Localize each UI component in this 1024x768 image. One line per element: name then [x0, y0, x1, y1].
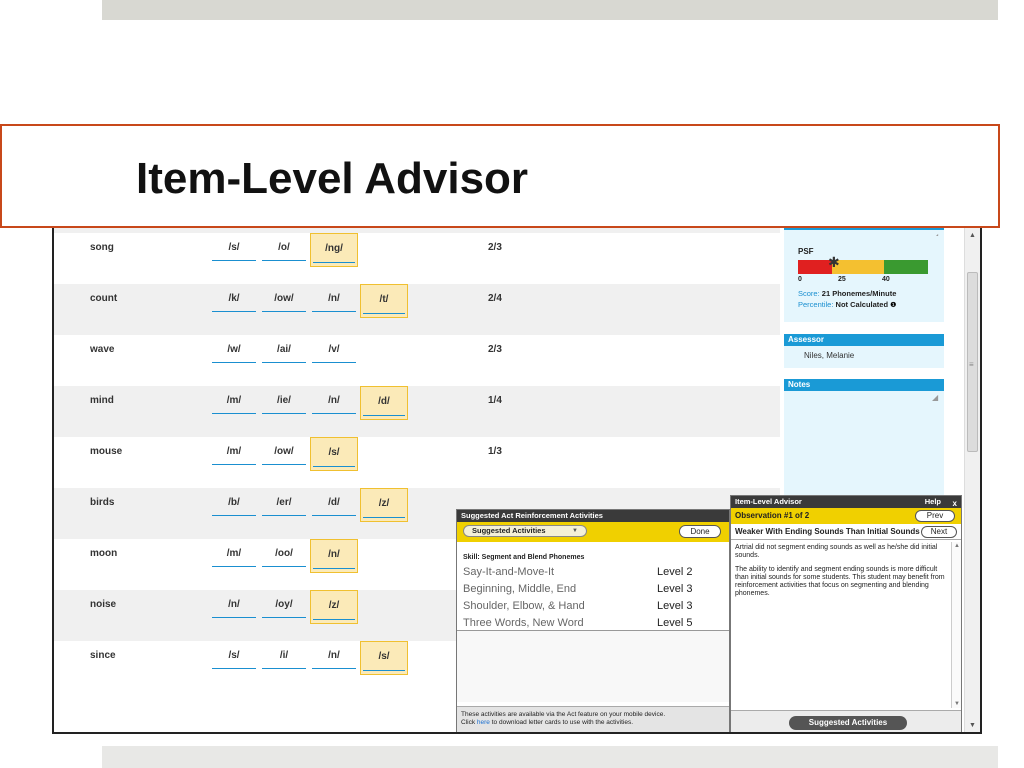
scroll-up-icon[interactable]: ▲	[969, 232, 976, 239]
observation-heading: Weaker With Ending Sounds Than Initial Sounds	[735, 527, 920, 536]
phoneme-cell[interactable]	[210, 641, 258, 675]
notes-header: Notes	[784, 379, 944, 391]
phoneme-label: /s/	[328, 447, 340, 458]
phoneme-cell[interactable]	[260, 590, 308, 624]
table-row[interactable]	[54, 233, 780, 284]
item-score: 2/3	[488, 344, 502, 355]
info-icon[interactable]: ❶	[890, 302, 897, 309]
close-icon[interactable]: x	[952, 499, 957, 508]
phoneme-cell-error[interactable]	[310, 437, 358, 471]
phoneme-label: /ai/	[277, 344, 291, 355]
phoneme-label: /ow/	[274, 446, 294, 457]
next-button[interactable]: Next	[921, 526, 957, 538]
phoneme-label: /n/	[328, 293, 340, 304]
score-line	[798, 289, 896, 298]
gauge-tick-0: 0	[798, 276, 802, 283]
percentile-label: Percentile:	[798, 300, 834, 309]
prev-button[interactable]: Prev	[915, 510, 955, 522]
top-band	[102, 0, 998, 20]
phoneme-cell-error[interactable]	[360, 641, 408, 675]
item-score: 1/4	[488, 395, 502, 406]
activity-link[interactable]: Say-It-and-Move-It	[463, 566, 555, 578]
grip-icon: ≡	[969, 360, 974, 369]
activity-level: Level 2	[657, 566, 693, 578]
benchmark-gauge	[798, 254, 928, 274]
help-link[interactable]: Help	[924, 497, 941, 506]
phoneme-cell-error[interactable]	[360, 488, 408, 522]
phoneme-label: /n/	[328, 395, 340, 406]
score-value: 21 Phonemes/Minute	[821, 289, 897, 298]
activity-link[interactable]: Beginning, Middle, End	[463, 583, 577, 595]
slide-title-box	[0, 124, 1000, 228]
done-button[interactable]: Done	[679, 525, 721, 538]
word-label: count	[90, 293, 118, 304]
bottom-band	[102, 746, 998, 768]
phoneme-label: /z/	[378, 498, 390, 509]
act-panel-toolbar	[457, 522, 729, 542]
activity-level: Level 5	[657, 617, 693, 629]
phoneme-cell[interactable]	[260, 641, 308, 675]
observation-body	[735, 544, 949, 604]
phoneme-cell[interactable]	[260, 335, 308, 369]
word-label: moon	[90, 548, 118, 559]
page-scrollbar[interactable]	[964, 224, 980, 734]
footnote-suffix: to download letter cards to use with the activities.	[491, 719, 634, 726]
phoneme-label: /er/	[276, 497, 292, 508]
phoneme-label: /ow/	[274, 293, 294, 304]
measure-label: PSF	[798, 247, 814, 256]
suggested-activities-panel	[456, 509, 730, 734]
phoneme-label: /w/	[227, 344, 241, 355]
phoneme-label: /oo/	[275, 548, 293, 559]
chevron-down-icon: ▼	[572, 528, 578, 534]
phoneme-cell[interactable]	[210, 488, 258, 522]
suggested-activities-button[interactable]: Suggested Activities	[789, 716, 907, 730]
resize-icon[interactable]: ◢	[932, 393, 939, 402]
observation-text-1: Artrial did not segment ending sounds as well as he/she did initial sounds.	[735, 544, 938, 559]
skill-label: Skill: Segment and Blend Phonemes	[463, 554, 585, 561]
phoneme-label: /s/	[228, 242, 240, 253]
advisor-title: Item-Level Advisor	[735, 497, 802, 506]
phoneme-label: /n/	[328, 650, 340, 661]
percentile-value: Not Calculated	[835, 300, 889, 309]
phoneme-label: /m/	[226, 395, 242, 406]
runner-icon: ✱	[828, 254, 840, 270]
phoneme-cell[interactable]	[260, 437, 308, 471]
advisor-footer	[731, 710, 961, 734]
phoneme-label: /d/	[378, 396, 390, 407]
table-row[interactable]	[54, 386, 780, 437]
observation-bar	[731, 508, 961, 524]
phoneme-cell[interactable]	[210, 539, 258, 573]
table-row[interactable]	[54, 284, 780, 335]
phoneme-cell[interactable]	[310, 488, 358, 522]
observation-label: Observation #1 of 2	[735, 511, 810, 520]
score-label: Score:	[798, 289, 820, 298]
item-level-advisor-panel	[730, 495, 962, 734]
act-panel-title: Suggested Act Reinforcement Activities	[457, 510, 729, 522]
screenshot-frame	[52, 222, 982, 734]
assessor-header: Assessor	[784, 334, 944, 346]
activity-level: Level 3	[657, 600, 693, 612]
gauge-tick-25: 25	[838, 276, 846, 283]
phoneme-label: /o/	[278, 242, 290, 253]
gauge-tick-40: 40	[882, 276, 890, 283]
word-label: mouse	[90, 446, 123, 457]
phoneme-cell[interactable]	[260, 233, 308, 267]
word-label: wave	[90, 344, 115, 355]
phoneme-label: /s/	[378, 651, 390, 662]
item-score: 1/3	[488, 446, 502, 457]
assessor-panel	[784, 334, 944, 368]
phoneme-cell[interactable]	[260, 488, 308, 522]
assessor-name: Niles, Melanie	[804, 351, 855, 360]
act-panel-footnote	[457, 706, 729, 734]
footnote-click: Click	[461, 719, 476, 726]
phoneme-cell[interactable]	[210, 437, 258, 471]
word-label: birds	[90, 497, 115, 508]
phoneme-label: /s/	[228, 650, 240, 661]
phoneme-label: /v/	[328, 344, 340, 355]
activities-dropdown-value: Suggested Activities	[472, 526, 546, 535]
phoneme-label: /t/	[379, 294, 389, 305]
phoneme-cell[interactable]	[210, 386, 258, 420]
phoneme-label: /d/	[328, 497, 340, 508]
item-score: 2/4	[488, 293, 502, 304]
observation-text-2: The ability to identify and segment ending sounds is more difficult than initial sounds for some students. This student may benefit from reinforcement activities that focus on segmenting and blending phonemes.	[735, 566, 945, 597]
act-panel-empty-area	[457, 630, 729, 702]
scroll-up-icon[interactable]: ▲	[954, 543, 960, 549]
notes-panel	[784, 379, 944, 499]
score-panel-body	[784, 236, 944, 322]
phoneme-cell[interactable]	[210, 590, 258, 624]
phoneme-cell-error[interactable]	[310, 539, 358, 573]
word-label: song	[90, 242, 114, 253]
phoneme-cell[interactable]	[210, 284, 258, 318]
phoneme-cell[interactable]	[310, 335, 358, 369]
percentile-line	[798, 300, 896, 309]
phoneme-cell[interactable]	[260, 539, 308, 573]
phoneme-cell-error[interactable]	[310, 233, 358, 267]
table-row[interactable]	[54, 437, 780, 488]
phoneme-cell[interactable]	[310, 284, 358, 318]
phoneme-cell[interactable]	[260, 386, 308, 420]
slide-title: Item-Level Advisor	[136, 154, 529, 203]
phoneme-cell-error[interactable]	[360, 386, 408, 420]
word-label: noise	[90, 599, 117, 610]
activity-link[interactable]: Shoulder, Elbow, & Hand	[463, 600, 585, 612]
footnote-text: These activities are available via the Act feature on your mobile device.	[461, 711, 666, 718]
phoneme-cell-error[interactable]	[310, 590, 358, 624]
phoneme-cell[interactable]	[210, 233, 258, 267]
phoneme-label: /n/	[328, 549, 340, 560]
observation-heading-bar	[731, 524, 961, 540]
phoneme-cell[interactable]	[210, 335, 258, 369]
activities-dropdown[interactable]	[463, 525, 587, 537]
phoneme-cell[interactable]	[310, 386, 358, 420]
phoneme-label: /n/	[228, 599, 240, 610]
phoneme-cell[interactable]	[260, 284, 308, 318]
phoneme-label: /oy/	[275, 599, 293, 610]
phoneme-label: /ng/	[325, 243, 343, 254]
phoneme-label: /ie/	[277, 395, 291, 406]
advisor-scrollbar[interactable]	[951, 542, 961, 708]
phoneme-cell[interactable]	[310, 641, 358, 675]
word-label: mind	[90, 395, 114, 406]
phoneme-label: /m/	[226, 548, 242, 559]
scroll-down-icon[interactable]: ▼	[954, 701, 960, 707]
phoneme-label: /b/	[228, 497, 240, 508]
activity-link[interactable]: Three Words, New Word	[463, 617, 584, 629]
word-label: since	[90, 650, 116, 661]
advisor-title-bar	[731, 496, 961, 508]
scroll-down-icon[interactable]: ▼	[969, 722, 976, 729]
phoneme-cell-error[interactable]	[360, 284, 408, 318]
item-score: 2/3	[488, 242, 502, 253]
phoneme-label: /m/	[226, 446, 242, 457]
phoneme-label: /k/	[228, 293, 240, 304]
activity-level: Level 3	[657, 583, 693, 595]
download-link[interactable]: here	[476, 719, 490, 726]
table-row[interactable]	[54, 335, 780, 386]
phoneme-label: /z/	[328, 600, 340, 611]
phoneme-label: /i/	[279, 650, 289, 661]
